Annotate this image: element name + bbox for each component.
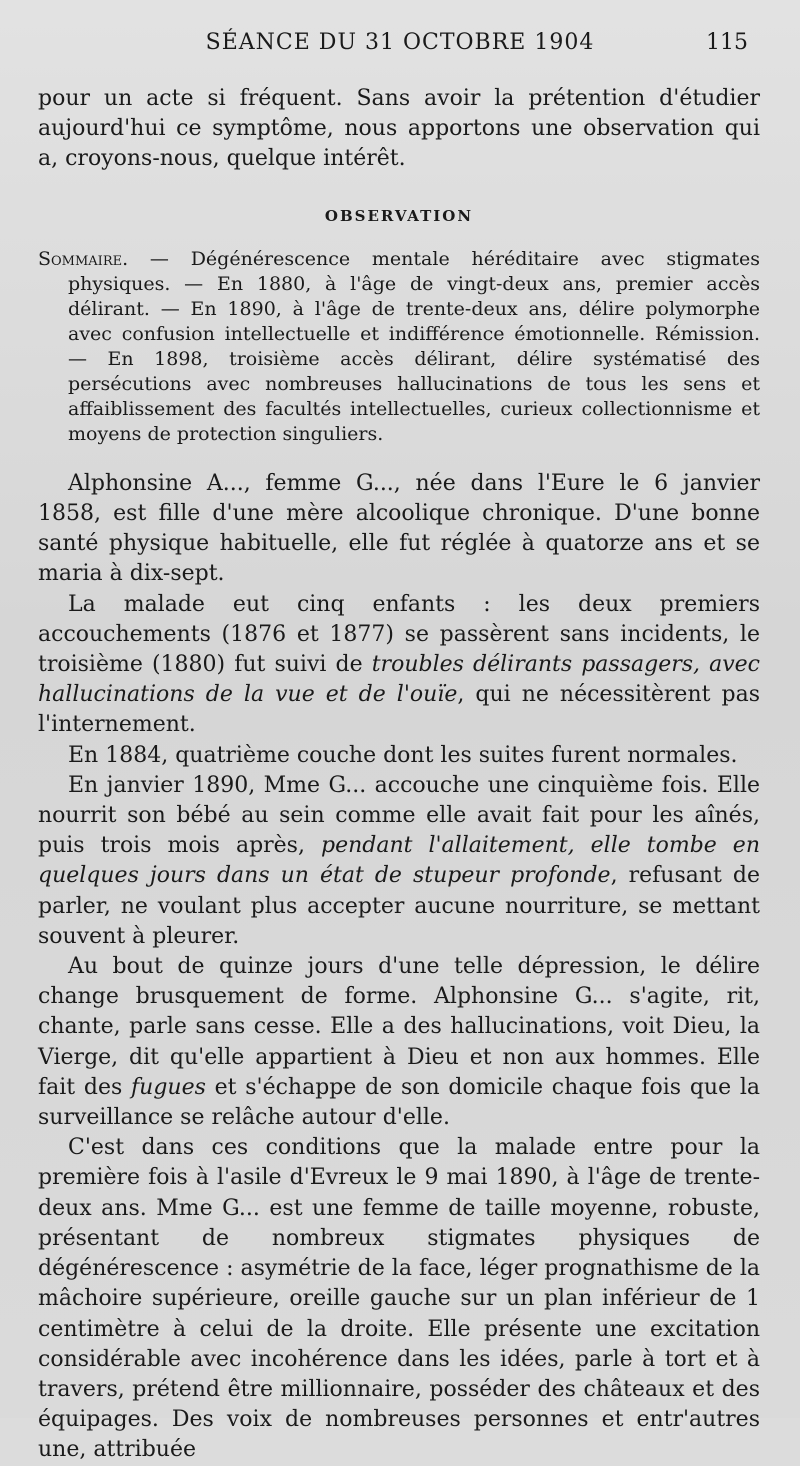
paragraph-5-text-c: et s'échappe de son domicile chaque fois que la surveillance se relâche autour d'elle. (38, 1074, 760, 1131)
paragraph-2-text-c: , qui ne nécessitèrent pas l'internement. (38, 682, 760, 738)
paragraph-2-text-a: La malade eut cinq enfants : les deux premiers accouchements (1876 et 1877) se passèrent sans incidents, le troisième (1880) fut suivi de (38, 591, 760, 678)
paragraph-3: En 1884, quatrième couche dont les suites furent normales. (68, 742, 738, 768)
page-number: 115 (706, 30, 748, 55)
intro-paragraph: pour un acte si fréquent. Sans avoir la prétention d'étudier aujourd'hui ce symptôme, nous apportons une observation qui a, croyons-nous, quelque intérêt. (38, 86, 760, 172)
paragraph-4-text-a: En janvier 1890, Mme G... accouche une cinquième fois. Elle nourrit son bébé au sein comme elle avait fait pour les aînés, puis trois mois après, (38, 772, 760, 859)
paragraph-5 (38, 952, 760, 1133)
paragraph-4 (38, 771, 760, 952)
paragraph-6: C'est dans ces conditions que la malade entre pour la première fois à l'asile d'Evreux le 9 mai 1890, à l'âge de trente-deux ans. Mme G... est une femme de taille moyenne, robuste, présentant de nombreux stigmates physiques de dégénérescence : asymétrie de la face, léger prognathisme de la mâchoire supérieure, oreille gauche sur un plan inférieur de 1 centimètre à celui de la droite. Elle présente une excitation considérable avec incohérence dans les idées, parle à tort et à travers, prétend être millionnaire, posséder des châteaux et des équipages. Des voix de nombreuses personnes et entr'autres une, attribuée (38, 1135, 760, 1463)
paragraph-1: Alphonsine A..., femme G..., née dans l'Eure le 6 janvier 1858, est fille d'une mère alcoolique chronique. D'une bonne santé physique habituelle, elle fut réglée à quatorze ans et se maria à dix-sept. (38, 470, 760, 587)
paragraph-4-italic: pendant l'allaitement, elle tombe en quelques jours dans un état de stupeur profonde (38, 833, 760, 889)
paragraph-5-italic: fugues (131, 1074, 206, 1100)
paragraph-2-italic: troubles délirants passagers, avec hallucinations de la vue et de l'ouïe (38, 652, 760, 708)
running-title: SÉANCE DU 31 OCTOBRE 1904 (205, 30, 595, 55)
paragraph-2 (38, 590, 760, 741)
paragraph-4-text-c: , refusant de parler, ne voulant plus accepter aucune nourriture, se mettant souvent à pleurer. (38, 863, 760, 949)
page-header (40, 30, 760, 70)
paragraph-5-text-a: Au bout de quinze jours d'une telle dépression, le délire change brusquement de forme. Alphonsine G... s'agite, rit, chante, parle sans cesse. Elle a des hallucinations, voit Dieu, la Vierge, dit qu'elle appartient à Dieu et non aux hommes. Elle fait des (38, 954, 760, 1100)
summary-text: — Dégénérescence mentale héréditaire avec stigmates physiques. — En 1880, à l'âge de vingt-deux ans, premier accès délirant. — En 1890, à l'âge de trente-deux ans, délire polymorphe avec confusion intellectuelle et indifférence émotionnelle. Rémission. — En 1898, troisième accès délirant, délire systématisé des persécutions avec nombreuses hallucinations de tous les sens et affaiblissement des facultés intellectuelles, curieux collectionnisme et moyens de protection singuliers. (68, 247, 760, 445)
summary-label: Sommaire. (38, 247, 129, 270)
summary-paragraph (38, 247, 760, 447)
text-block (38, 84, 760, 1466)
section-heading: OBSERVATION (324, 206, 474, 225)
